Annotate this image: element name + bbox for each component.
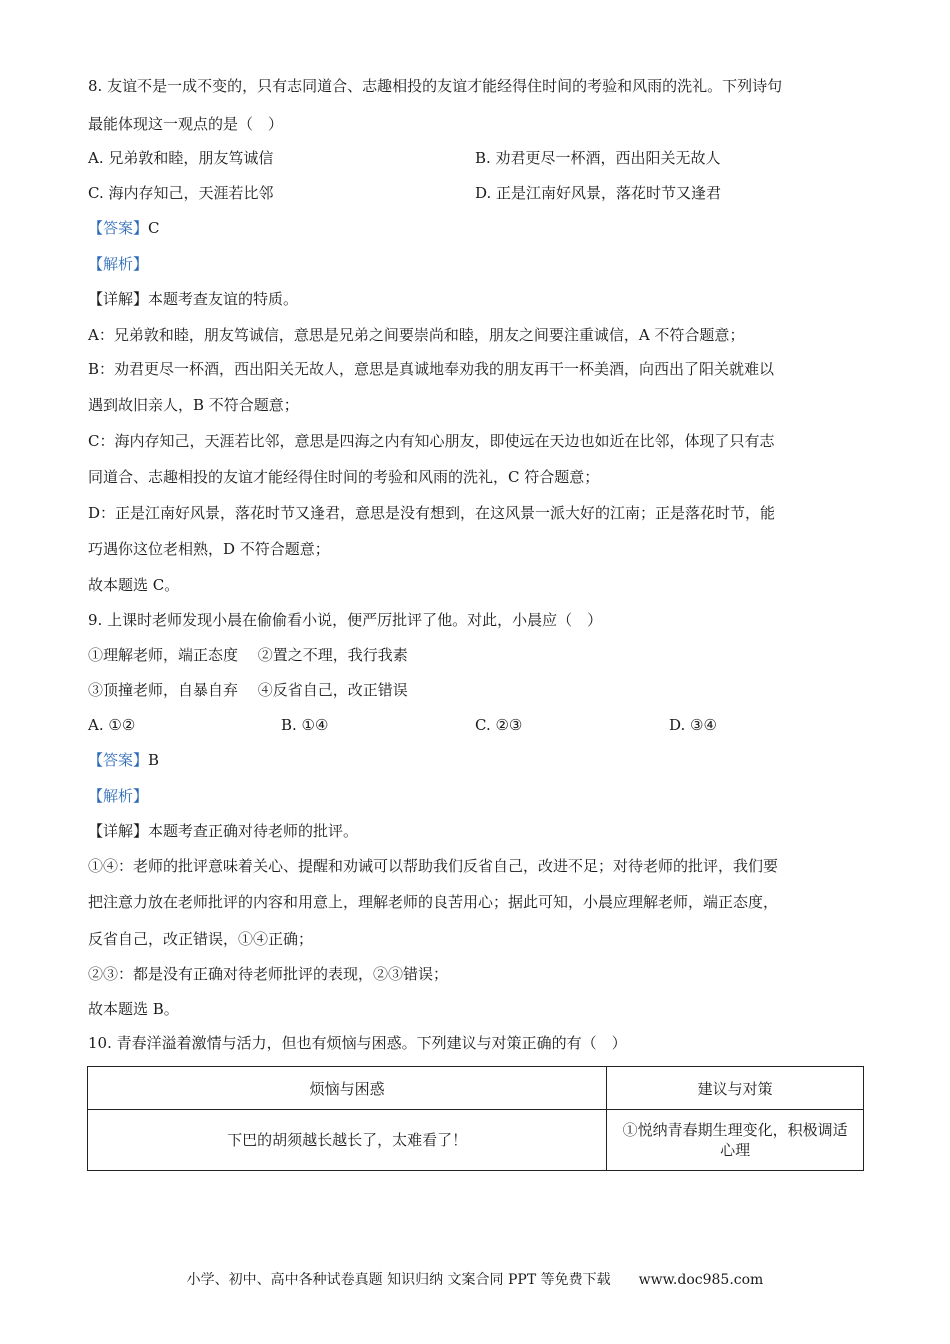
q9-answer [88,749,159,771]
page-footer: 小学、初中、高中各种试卷真题 知识归纳 文案合同 PPT 等免费下载 www.doc985.com [186,1272,764,1288]
table-header-row [88,1067,864,1110]
answer-tag: 【答案】 [88,751,149,769]
q9-analysis-tag: 【解析】 [88,787,149,805]
table-header-troubles: 烦恼与困惑 [88,1067,607,1110]
q9-detail-text: 本题考查正确对待老师的批评。 [148,822,359,840]
q8-explain-line: D：正是江南好风景，落花时节又逢君，意思是没有想到，在这风景一派大好的江南；正是落花时节，能 [88,504,776,522]
q9-option-c: C. ②③ [475,716,523,734]
q8-detail-text: 本题考查友谊的特质。 [148,290,299,308]
q9-explain-line: ①④：老师的批评意味着关心、提醒和劝诫可以帮助我们反省自己，改进不足；对待老师的批评，我们要 [88,857,779,875]
q9-option-a: A. ①② [88,716,136,734]
q10-table [87,1066,864,1171]
detail-tag: 【详解】 [88,822,149,840]
q9-option-b: B. ①④ [281,716,329,734]
q8-option-d: D. 正是江南好风景，落花时节又逢君 [475,184,722,202]
answer-tag: 【答案】 [88,219,149,237]
q9-answer-value: B [148,751,160,769]
q9-explain-line: ②③：都是没有正确对待老师批评的表现，②③错误； [88,965,449,983]
q8-explain-line: 遇到故旧亲人，B 不符合题意； [88,396,299,414]
q8-answer [88,217,160,239]
q8-stem-line1: 8. 友谊不是一成不变的，只有志同道合、志趣相投的友谊才能经得住时间的考验和风雨的洗礼。下列诗句 [88,77,783,95]
q8-option-c: C. 海内存知己，天涯若比邻 [88,184,274,202]
q8-conclusion: 故本题选 C。 [88,576,180,594]
q8-option-b: B. 劝君更尽一杯酒，西出阳关无故人 [475,149,721,167]
q8-explain-line: C：海内存知己，天涯若比邻，意思是四海之内有知心朋友，即使远在天边也如近在比邻，体现了只有志 [88,432,775,450]
q8-option-a: A. 兄弟敦和睦，朋友笃诚信 [88,149,274,167]
table-header-suggestions: 建议与对策 [607,1067,864,1110]
table-row [88,1110,864,1171]
q8-detail [88,288,298,310]
q9-detail [88,820,358,842]
q9-explain-line: 把注意力放在老师批评的内容和用意上，理解老师的良苦用心；据此可知，小晨应理解老师，端正态度， [88,893,779,911]
q8-explain-line: A：兄弟敦和睦，朋友笃诚信，意思是兄弟之间要崇尚和睦，朋友之间要注重诚信，A 不符合题意； [88,326,745,344]
q8-explain-line: 巧遇你这位老相熟，D 不符合题意； [88,540,330,558]
q8-answer-value: C [148,219,160,237]
q8-options-row1 [88,147,878,169]
q9-items-line2: ③顶撞老师，自暴自弃 ④反省自己，改正错误 [88,681,408,699]
q8-explain-line: 同道合、志趣相投的友谊才能经得住时间的考验和风雨的洗礼，C 符合题意； [88,468,600,486]
q8-analysis-tag: 【解析】 [88,255,149,273]
q9-items-line1: ①理解老师，端正态度 ②置之不理，我行我素 [88,646,408,664]
q8-stem-line2: 最能体现这一观点的是（ ） [88,115,284,133]
q10-stem: 10. 青春洋溢着激情与活力，但也有烦恼与困惑。下列建议与对策正确的有（ ） [88,1034,627,1052]
q8-options-row2 [88,182,878,204]
table-cell-trouble: 下巴的胡须越长越长了，太难看了！ [88,1110,607,1171]
q9-stem: 9. 上课时老师发现小晨在偷偷看小说，便严厉批评了他。对此，小晨应（ ） [88,611,603,629]
q9-explain-line: 反省自己，改正错误，①④正确； [88,930,314,948]
detail-tag: 【详解】 [88,290,149,308]
q8-explain-line: B：劝君更尽一杯酒，西出阳关无故人，意思是真诚地奉劝我的朋友再干一杯美酒，向西出了阳关就难以 [88,360,775,378]
q9-conclusion: 故本题选 B。 [88,1000,179,1018]
table-cell-suggestion: ①悦纳青春期生理变化，积极调适心理 [607,1110,864,1171]
q9-options-row [88,714,878,736]
q9-option-d: D. ③④ [669,716,717,734]
